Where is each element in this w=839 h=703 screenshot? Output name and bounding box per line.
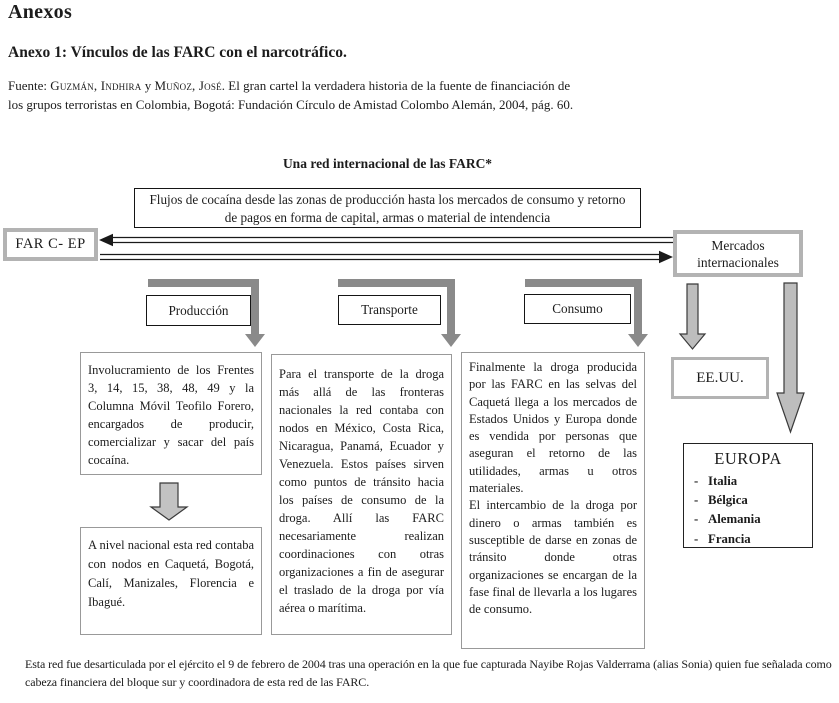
return-flow-arrow-left-icon — [99, 234, 674, 246]
international-markets-label: Mercados internacionales — [697, 237, 779, 270]
europe-item-label: Bélgica — [708, 493, 748, 508]
consumption-paragraph-1: Finalmente la droga producida por las FARC en las selvas del Caquetá llega a los mercados de Estados Unidos y Europa donde es vendida por personas que aseguran el retorno de las utilidades, armas u otros materiales. — [469, 360, 637, 496]
transport-label-text: Transporte — [361, 302, 418, 317]
usa-node — [671, 357, 769, 399]
source-prefix: Fuente: — [8, 78, 51, 93]
dash-bullet: - — [694, 531, 699, 546]
europe-item-francia — [692, 530, 804, 549]
production-detail-box: Involucramiento de los Frentes 3, 14, 15, 38, 48, 49 y la Columna Móvil Teofilo Forero, encargados de producir, comercializar y sacar del país cocaína. — [80, 352, 262, 475]
production-label-text: Producción — [168, 302, 229, 318]
europe-item-label: Italia — [708, 474, 738, 488]
consumption-paragraph-2: El intercambio de la droga por dinero o armas también es susceptible de darse en zonas de tránsito donde otras organizaciones se encargan de la fase final de llevarla a los lugares de consumo. — [469, 498, 637, 617]
international-markets-node — [673, 230, 803, 277]
capture-footnote: Esta red fue desarticulada por el ejército el 9 de febrero de 2004 tras una operación en la que fue capturada Nayibe Rojas Valderrama (alias Sonia) quien fue señalada como cabeza financiera del bloque sur y coordinadora de esta red de las FARC. — [25, 657, 832, 689]
source-author-1: Guzmán, Indhira — [50, 78, 142, 93]
usa-label: EE.UU. — [696, 369, 744, 386]
annex-subtitle: Anexo 1: Vínculos de las FARC con el narcotráfico. — [8, 44, 347, 61]
europe-item-label: Francia — [708, 531, 751, 546]
national-network-down-arrow-icon — [151, 483, 187, 520]
consumption-detail-box — [461, 352, 645, 649]
stage-transport-label — [338, 295, 441, 325]
flow-description-box: Flujos de cocaína desde las zonas de producción hasta los mercados de consumo y retorno de pagos en forma de capital, armas o material de intendencia — [134, 188, 641, 228]
europe-title: EUROPA — [714, 449, 782, 468]
farc-ep-node — [3, 228, 98, 261]
usa-down-arrow-icon — [680, 284, 705, 349]
national-network-box: A nivel nacional esta red contaba con nodos en Caquetá, Bogotá, Calí, Manizales, Florencia e Ibagué. — [80, 527, 262, 635]
source-author-2: Muñoz, José — [154, 78, 222, 93]
source-citation — [8, 77, 574, 115]
europe-item-label: Alemania — [708, 512, 761, 527]
consumption-label-text: Consumo — [552, 301, 603, 316]
dash-bullet: - — [694, 474, 699, 488]
dash-bullet: - — [694, 493, 699, 508]
transport-detail-box: Para el transporte de la droga más allá de las fronteras nacionales la red contaba con nodos en México, Costa Rica, Nicaragua, Panamá, Ecuador y Venezuela. Estos países sirven como puntos de tránsito hacia los países de consumo de la droga. Allí las FARC necesariamente realizan coordinaciones con otras organizaciones a fin de asegurar el traslado de la droga por vía aérea o marítima. — [271, 354, 452, 635]
stage-production-label — [146, 295, 251, 326]
europe-down-arrow-icon — [777, 283, 804, 432]
page-title: Anexos — [8, 1, 73, 23]
dash-bullet: - — [694, 512, 699, 527]
europe-item-belgica — [692, 491, 804, 510]
europe-item-alemania — [692, 510, 804, 529]
source-connector: y — [141, 78, 155, 93]
source-rest: . El gran cartel la verdadera historia de la fuente de financiación de los grupos terroristas en Colombia, Bogotá: Fundación Círculo de Amistad Colombo Alemán, 2004, pág. 60. — [8, 78, 574, 112]
europe-node — [683, 443, 813, 548]
europe-item-italia — [692, 472, 804, 491]
cocaine-flow-arrow-right-icon — [100, 251, 673, 263]
farc-ep-label: FAR C- EP — [15, 236, 86, 252]
stage-consumption-label — [524, 294, 631, 324]
diagram-title: Una red internacional de las FARC* — [282, 156, 493, 171]
